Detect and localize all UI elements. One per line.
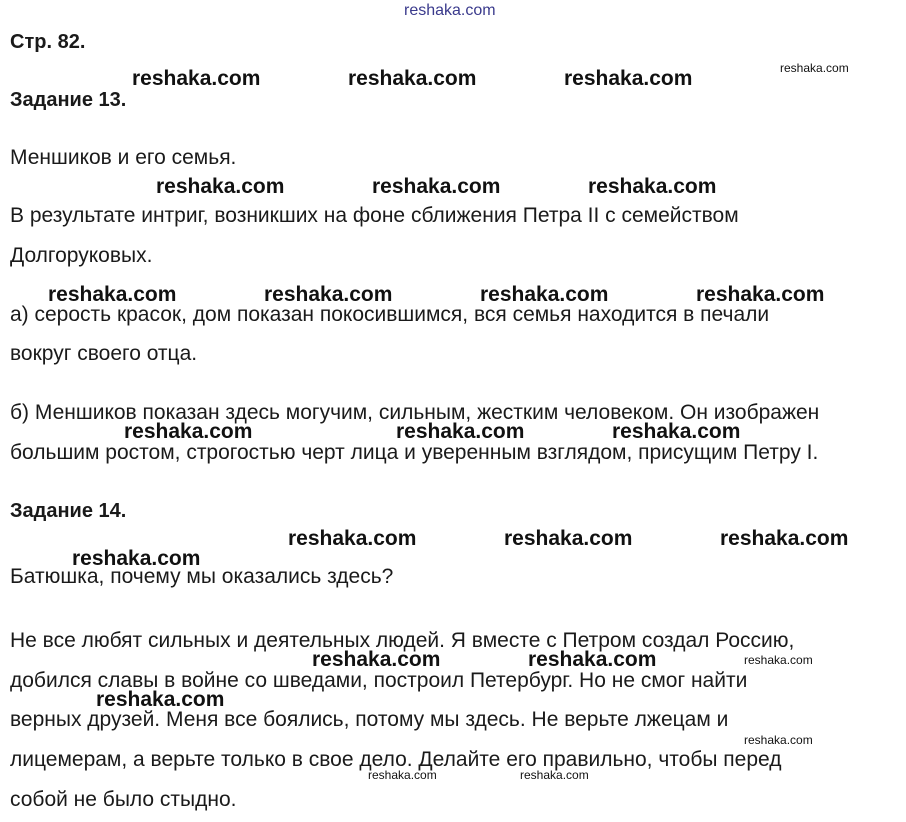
watermark: reshaka.com [588,175,717,198]
watermark: reshaka.com [564,67,693,90]
watermark: reshaka.com [528,648,657,671]
watermark: reshaka.com [504,527,633,550]
task-14-answer-line-4: лицемерам, а верьте только в свое дело. Делайте его правильно, чтобы перед [10,748,782,771]
task-13-title: Меншиков и его семья. [10,146,237,169]
watermark: reshaka.com [312,648,441,671]
task-14-answer-line-3: верных друзей. Меня все боялись, потому мы здесь. Не верьте лжецам и [10,708,729,731]
task-13-a-line-1: а) серость красок, дом показан покосившимся, вся семья находится в печали [10,303,770,326]
watermark: reshaka.com [156,175,285,198]
watermark-top: reshaka.com [404,2,496,19]
watermark: reshaka.com [48,283,177,306]
watermark: reshaka.com [132,67,261,90]
watermark-small: reshaka.com [780,61,849,75]
watermark: reshaka.com [396,420,525,443]
watermark-small: reshaka.com [744,653,813,667]
watermark: reshaka.com [72,547,201,570]
task-13-b-line-1: б) Меншиков показан здесь могучим, сильным, жестким человеком. Он изображен [10,401,820,424]
task-13-answer-line-2: Долгоруковых. [10,244,153,267]
watermark-small: reshaka.com [368,768,437,782]
task-13-answer-line-1: В результате интриг, возникших на фоне сближения Петра II с семейством [10,204,739,227]
watermark: reshaka.com [264,283,393,306]
task-13-heading: Задание 13. [10,89,127,111]
watermark: reshaka.com [372,175,501,198]
watermark: reshaka.com [612,420,741,443]
task-14-question: Батюшка, почему мы оказались здесь? [10,565,394,588]
task-13-a-line-2: вокруг своего отца. [10,342,198,365]
watermark: reshaka.com [124,420,253,443]
task-14-answer-line-2: добился славы в войне со шведами, построил Петербург. Но не смог найти [10,669,748,692]
page-reference: Стр. 82. [10,31,86,53]
watermark: reshaka.com [480,283,609,306]
task-13-b-line-2: большим ростом, строгостью черт лица и уверенным взглядом, присущим Петру I. [10,441,819,464]
watermark: reshaka.com [288,527,417,550]
task-14-answer-line-5: собой не было стыдно. [10,788,237,811]
watermark: reshaka.com [696,283,825,306]
watermark-small: reshaka.com [520,768,589,782]
task-14-answer-line-1: Не все любят сильных и деятельных людей. Я вместе с Петром создал Россию, [10,629,795,652]
watermark: reshaka.com [720,527,849,550]
task-14-heading: Задание 14. [10,500,127,522]
watermark-small: reshaka.com [744,733,813,747]
watermark: reshaka.com [348,67,477,90]
watermark: reshaka.com [96,688,225,711]
